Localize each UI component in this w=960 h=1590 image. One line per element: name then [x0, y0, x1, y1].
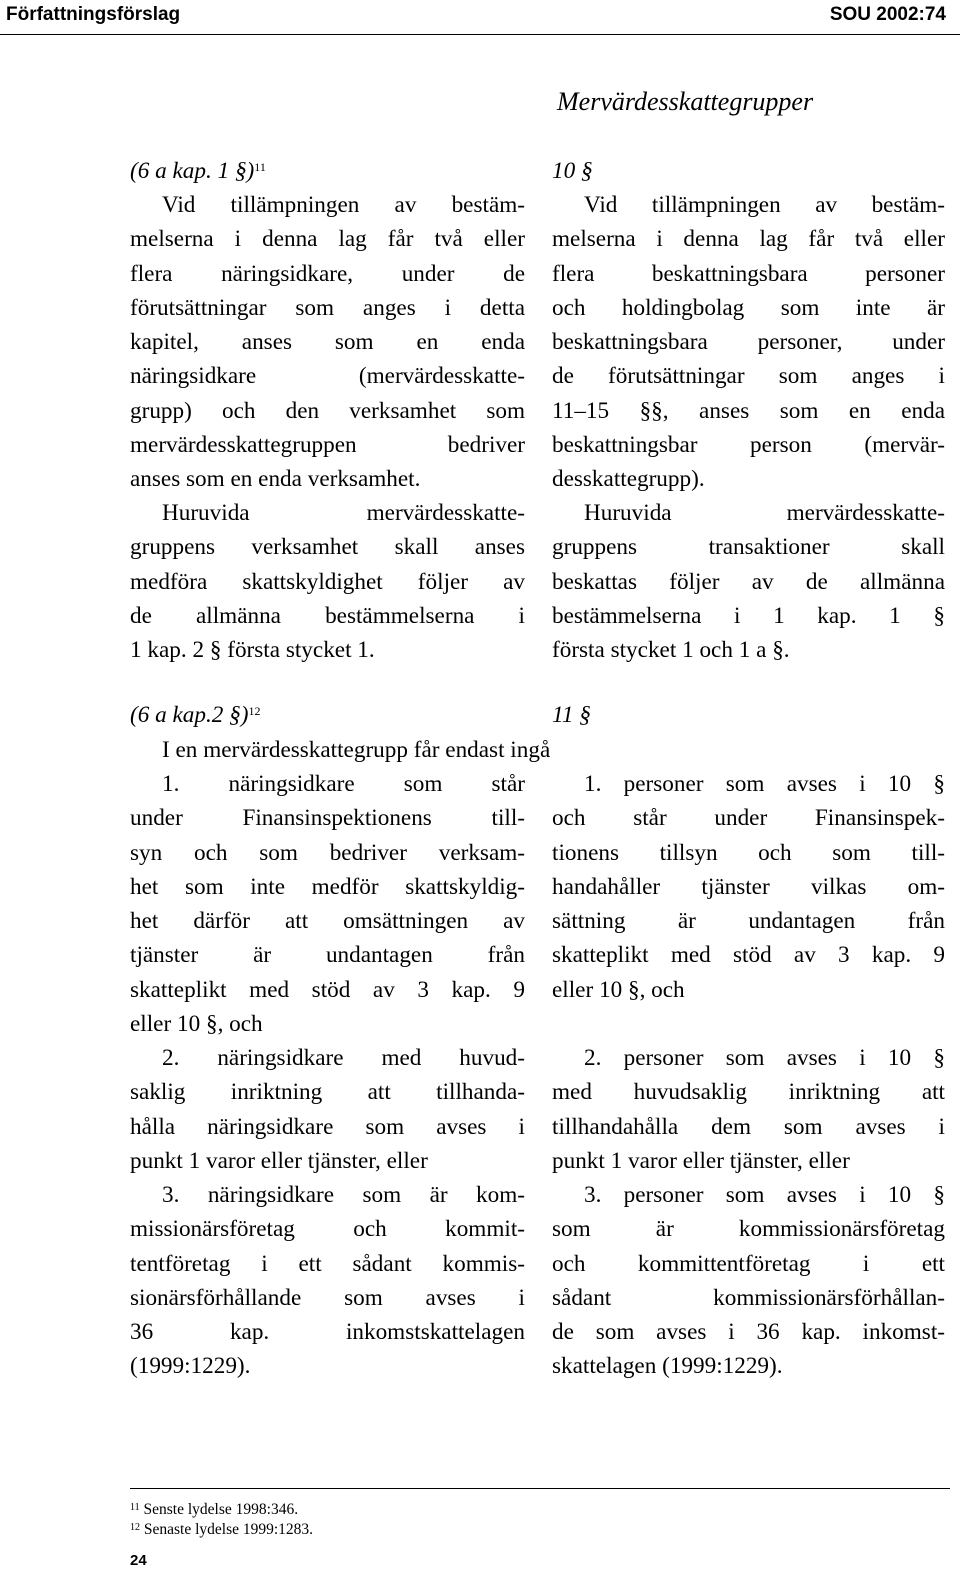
text-line: het som inte medför skattskyldig-: [130, 873, 525, 900]
text-line: flera näringsidkare, under de: [130, 260, 525, 287]
text-line: 1. näringsidkare som står: [162, 771, 525, 797]
footnote-marker: 11: [254, 160, 266, 174]
text-line: skatteplikt med stöd av 3 kap. 9: [552, 942, 945, 969]
text-line: gruppens verksamhet skall anses: [130, 534, 525, 561]
footnote-text: Senste lydelse 1998:346.: [143, 1501, 299, 1518]
right-paragraph-reference-2: 11 §: [552, 702, 591, 728]
text-line: missionärsföretag och kommit-: [130, 1216, 525, 1243]
text-line: med huvudsaklig inriktning att: [552, 1079, 945, 1106]
shared-intro-line: [162, 733, 550, 767]
text-line: sionärsförhållande som avses i: [130, 1284, 525, 1311]
text-line: de allmänna bestämmelserna i: [130, 602, 525, 629]
running-header-title: Författningsförslag: [6, 4, 181, 25]
text-line: flera beskattningsbara personer: [552, 260, 945, 287]
footnote-12: [130, 1520, 313, 1540]
text-line: tillhandahålla dem som avses i: [552, 1113, 945, 1140]
right-list-item-1: [552, 767, 945, 1007]
text-line: eller 10 §, och: [130, 1011, 263, 1038]
text-line: mervärdesskattegruppen bedriver: [130, 432, 525, 459]
left-ref-text: (6 a kap.2 §): [130, 702, 249, 728]
text-line: de som avses i 36 kap. inkomst-: [552, 1319, 945, 1346]
text-line: 3. personer som avses i 10 §: [584, 1182, 945, 1208]
text-line: saklig inriktning att tillhanda-: [130, 1079, 525, 1106]
text-line: Huruvida mervärdesskatte-: [584, 500, 945, 526]
text-line: syn och som bedriver verksam-: [130, 839, 525, 866]
text-line: desskattegrupp).: [552, 466, 705, 493]
text-line: och kommittentföretag i ett: [552, 1250, 945, 1277]
text-line: näringsidkare (mervärdesskatte-: [130, 363, 525, 390]
footnote-11: [130, 1500, 298, 1520]
footnote-text: Senaste lydelse 1999:1283.: [143, 1521, 314, 1538]
text-line: 2. näringsidkare med huvud-: [162, 1045, 525, 1071]
text-line: 11–15 §§, anses som en enda: [552, 397, 945, 424]
right-list-item-2: [552, 1041, 945, 1178]
running-header-report-id: SOU 2002:74: [829, 4, 946, 25]
text-line: som är kommissionärsföretag: [552, 1216, 945, 1243]
left-ref-text: (6 a kap. 1 §): [130, 158, 255, 184]
text-line: eller 10 §, och: [552, 976, 685, 1003]
footnote-number: 11: [130, 1502, 140, 1513]
right-list-item-3: [552, 1178, 945, 1384]
text-line: skatteplikt med stöd av 3 kap. 9: [130, 976, 525, 1003]
text-line: 1. personer som avses i 10 §: [584, 771, 945, 797]
section-heading: Mervärdesskattegrupper: [557, 87, 814, 116]
text-line: tjänster är undantagen från: [130, 942, 525, 969]
text-line: 3. näringsidkare som är kom-: [162, 1182, 525, 1208]
header-rule: [0, 34, 960, 35]
text-line: sättning är undantagen från: [552, 908, 945, 935]
text-line: beskattas följer av de allmänna: [552, 568, 945, 595]
left-list-item-1: [130, 767, 525, 1041]
footnote-rule: [130, 1488, 950, 1489]
text-line: anses som en enda verksamhet.: [130, 466, 421, 493]
left-paragraph-1: [130, 188, 525, 497]
text-line: hålla näringsidkare som avses i: [130, 1113, 525, 1140]
text-line: 1 kap. 2 § första stycket 1.: [130, 637, 375, 664]
page-number: 24: [130, 1552, 147, 1569]
text-line: punkt 1 varor eller tjänster, eller: [552, 1147, 850, 1174]
footnote-number: 12: [130, 1522, 140, 1533]
text-line: bestämmelserna i 1 kap. 1 §: [552, 602, 945, 629]
text-line: medföra skattskyldighet följer av: [130, 568, 525, 595]
left-list-item-3: [130, 1178, 525, 1384]
text-line: handahåller tjänster vilkas om-: [552, 873, 945, 900]
text-line: de förutsättningar som anges i: [552, 363, 945, 390]
text-line: melserna i denna lag får två eller: [552, 226, 945, 253]
right-paragraph-2: [552, 496, 945, 667]
text-line: Vid tillämpningen av bestäm-: [584, 192, 945, 218]
text-line: beskattningsbara personer, under: [552, 329, 945, 356]
text-line: under Finansinspektionens till-: [130, 805, 525, 832]
text-line: sådant kommissionärsförhållan-: [552, 1284, 945, 1311]
left-paragraph-reference-2: [130, 698, 261, 732]
text-line: tionens tillsyn och som till-: [552, 839, 945, 866]
text-line: tentföretag i ett sådant kommis-: [130, 1250, 525, 1277]
text-line: 2. personer som avses i 10 §: [584, 1045, 945, 1071]
right-paragraph-reference-1: 10 §: [552, 158, 593, 184]
text-line: skattelagen (1999:1229).: [552, 1353, 783, 1380]
left-list-item-2: [130, 1041, 525, 1178]
text-line: förutsättningar som anges i detta: [130, 294, 525, 321]
left-paragraph-reference-1: [130, 154, 266, 188]
text-line: och står under Finansinspek-: [552, 805, 945, 832]
text-line: kapitel, anses som en enda: [130, 329, 525, 356]
text-line: het därför att omsättningen av: [130, 908, 525, 935]
text-line: beskattningsbar person (mervär-: [552, 432, 945, 459]
text-line: och holdingbolag som inte är: [552, 294, 945, 321]
text-line: 36 kap. inkomstskattelagen: [130, 1319, 525, 1346]
text-line: melserna i denna lag får två eller: [130, 226, 525, 253]
text-line: (1999:1229).: [130, 1353, 251, 1380]
text-line: Vid tillämpningen av bestäm-: [162, 192, 525, 218]
left-paragraph-2: [130, 496, 525, 667]
text-line: grupp) och den verksamhet som: [130, 397, 525, 424]
footnote-marker: 12: [248, 704, 261, 718]
text-line: första stycket 1 och 1 a §.: [552, 637, 790, 664]
text-line: gruppens transaktioner skall: [552, 534, 945, 561]
text-line: I en mervärdesskattegrupp får endast ingå: [162, 737, 551, 763]
text-line: Huruvida mervärdesskatte-: [162, 500, 525, 526]
text-line: punkt 1 varor eller tjänster, eller: [130, 1147, 428, 1174]
right-paragraph-1: [552, 188, 945, 497]
